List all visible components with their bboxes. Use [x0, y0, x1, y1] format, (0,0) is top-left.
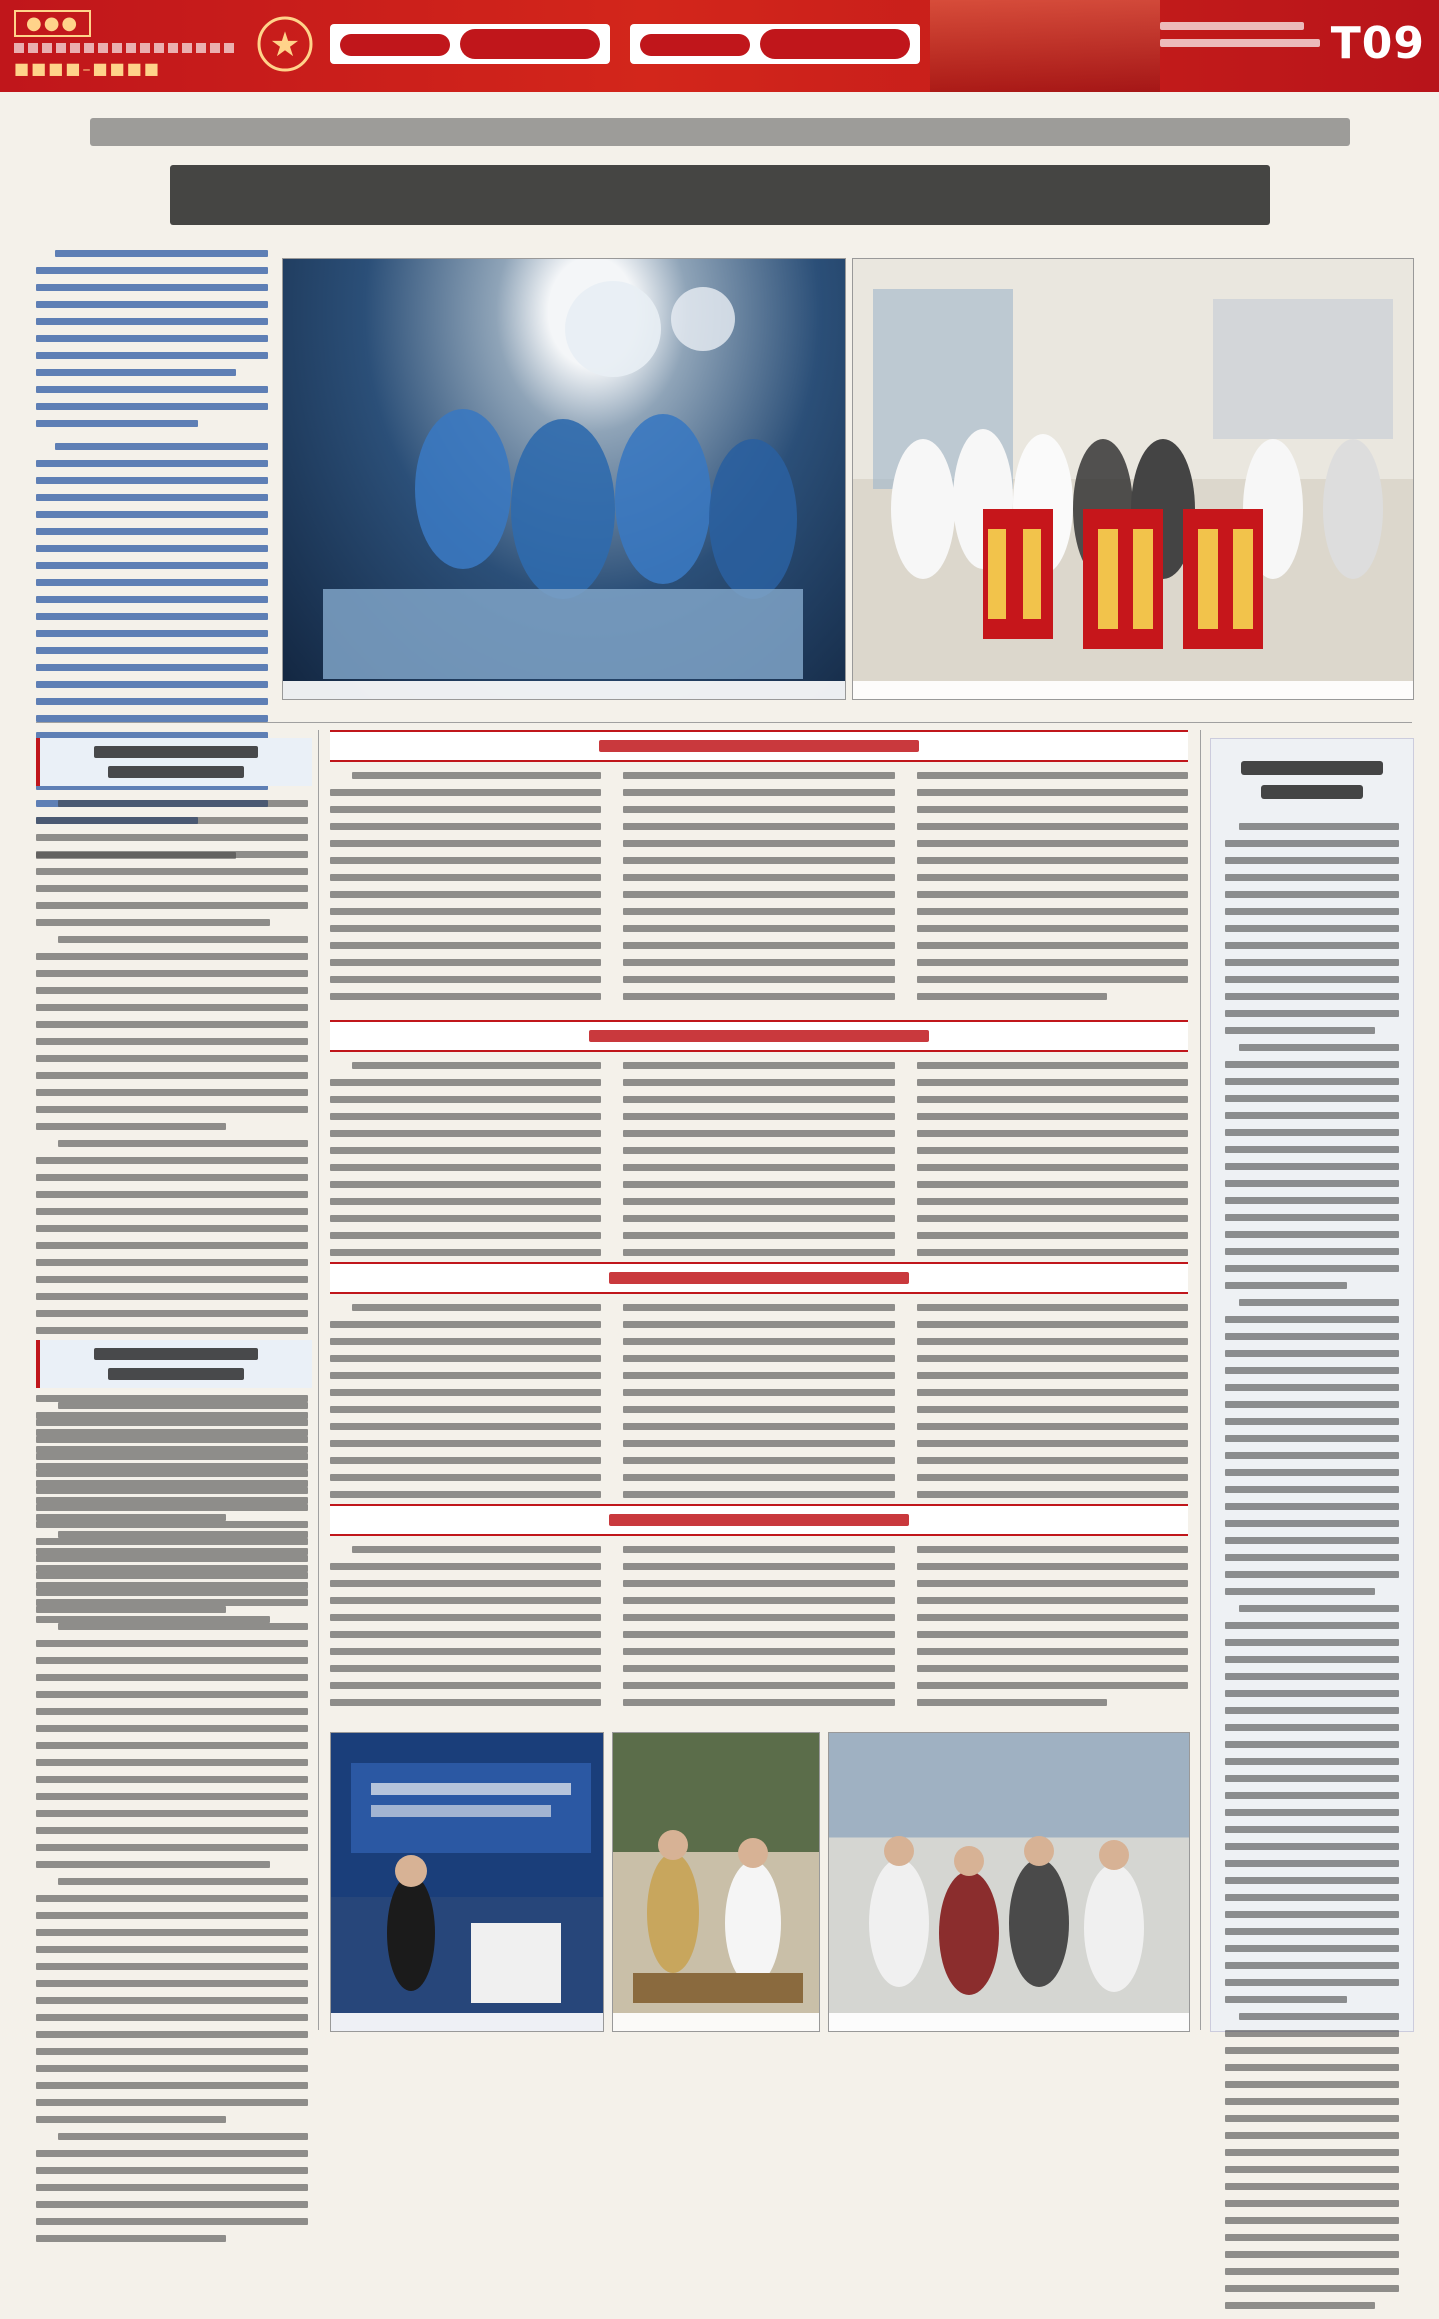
consultation-photo — [828, 1732, 1190, 2032]
anniversary-years-blur: ■■■■–■■■■ — [14, 59, 161, 78]
campaign-slogan-blur — [330, 16, 930, 72]
main-headline-blur — [170, 165, 1270, 225]
surgery-photo — [282, 258, 846, 700]
left-col-text-2 — [36, 1402, 308, 2252]
masthead — [0, 0, 1439, 92]
slogan-box-right — [630, 24, 920, 64]
kicker-headline-blur — [90, 118, 1350, 146]
section-bar-2 — [330, 1020, 1188, 1052]
lecture-photo — [330, 1732, 604, 2032]
group-with-banners-illustration — [853, 259, 1413, 699]
surgeons-illustration — [283, 259, 845, 699]
section-1-text — [330, 772, 1188, 1010]
section-bar-3 — [330, 1262, 1188, 1294]
community-clinic-photo — [612, 1732, 820, 2032]
patient-group-photo — [852, 258, 1414, 700]
newspaper-logo: ●●● — [14, 10, 91, 37]
section-bar-1 — [330, 730, 1188, 762]
subhead-left-1 — [36, 738, 312, 786]
department-profile-box — [1210, 738, 1414, 2032]
page-number: T09 — [1330, 18, 1425, 69]
section-4-text — [330, 1546, 1188, 1716]
anniversary-emblem-icon — [250, 6, 320, 86]
subhead-left-2 — [36, 1340, 312, 1388]
slogan-box-left — [330, 24, 610, 64]
special-edition-blur — [14, 43, 234, 53]
masthead-brand — [14, 10, 244, 78]
lecture-illustration — [331, 1733, 603, 2031]
consultation-illustration — [829, 1733, 1189, 2031]
section-bar-4 — [330, 1504, 1188, 1536]
edition-meta-blur — [1160, 22, 1320, 56]
bridge-illustration — [930, 0, 1160, 92]
clinic-illustration — [613, 1733, 819, 2031]
svg-text:★: ★ — [269, 25, 301, 65]
